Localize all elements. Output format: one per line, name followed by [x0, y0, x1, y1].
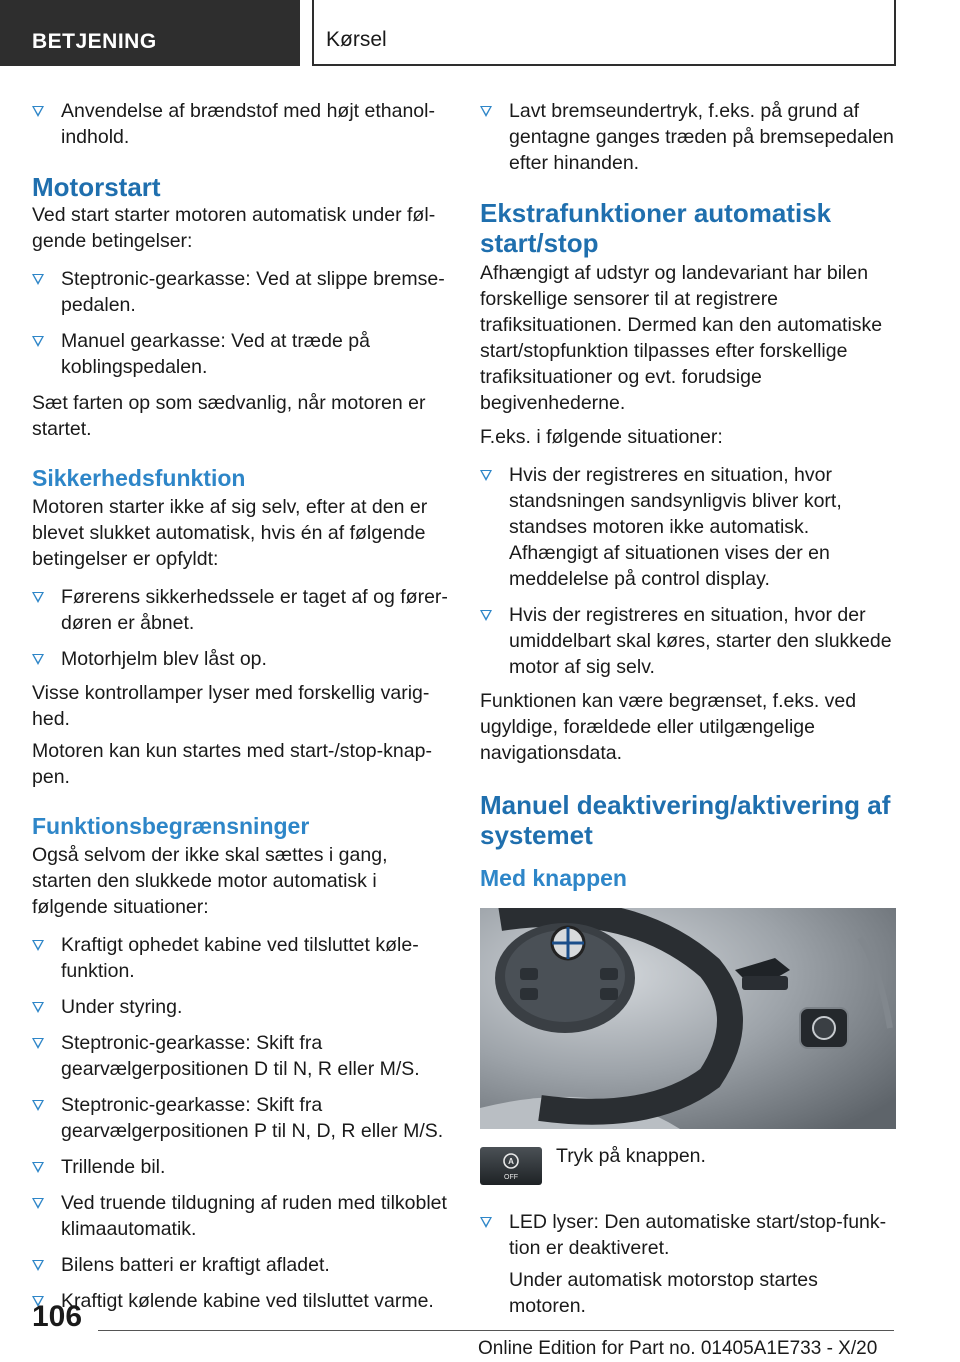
paragraph: Tryk på knappen. [556, 1145, 706, 1167]
triangle-bullet-icon [32, 654, 44, 665]
list-item: Førerens sikkerhedssele er taget af og førerdøren er åbnet. [32, 584, 448, 636]
page-number: 106 [32, 1300, 83, 1333]
left-column [32, 98, 448, 1314]
triangle-bullet-icon [480, 470, 492, 481]
edition-text: Online Edition for Part no. 01405A1E733 - X/20 [478, 1338, 878, 1359]
button-instruction [480, 1147, 896, 1187]
list-item: Kraftigt ophedet kabine ved tilsluttet kølefunktion. [32, 932, 448, 984]
section-tab [0, 0, 300, 66]
steering-wheel-photo [480, 908, 896, 1129]
list-item: Lavt bremseundertryk, f.eks. på grund af gentagne ganges træden på bremsepedalen efter hinanden. [480, 98, 896, 176]
list-item: LED lyser: Den automatiske start/stop-funktion er deaktiveret. Under automatisk motorstop startes motoren. [480, 1209, 896, 1319]
triangle-bullet-icon [32, 1260, 44, 1271]
heading-med-knappen: Med knappen [480, 865, 627, 891]
triangle-bullet-icon [32, 592, 44, 603]
triangle-bullet-icon [32, 274, 44, 285]
paragraph: Ved start starter motoren automatisk under følgende betingelser: [32, 204, 436, 252]
chapter-label: Kørsel [326, 28, 387, 51]
triangle-bullet-icon [32, 1198, 44, 1209]
bullet-list [480, 98, 896, 176]
heading-motorstart: Motorstart [32, 172, 161, 202]
triangle-bullet-icon [480, 610, 492, 621]
heading-funktionsbegraensninger: Funktionsbegrænsninger [32, 813, 310, 839]
auto-start-stop-button-icon [480, 1147, 542, 1185]
triangle-bullet-icon [32, 1002, 44, 1013]
triangle-bullet-icon [32, 1100, 44, 1111]
list-item: Kraftigt kølende kabine ved tilsluttet varme. [32, 1288, 448, 1314]
list-item: Under styring. [32, 994, 448, 1020]
list-item: Steptronic-gearkasse: Skift fra gearvælgerpositionen P til N, D, R eller M/S. [32, 1092, 448, 1144]
heading-manuel-deaktivering: Manuel deaktivering/aktivering af systemet [480, 790, 891, 850]
triangle-bullet-icon [32, 1162, 44, 1173]
bullet-list [480, 462, 896, 680]
list-item: Motorhjelm blev låst op. [32, 646, 448, 672]
section-label: BETJENING [32, 30, 157, 53]
paragraph: F.eks. i følgende situationer: [480, 426, 723, 448]
bullet-list [32, 584, 448, 672]
paragraph: Funktionen kan være begrænset, f.eks. ved ugyldige, forældede eller utilgængelige navigationsdata. [480, 690, 857, 764]
list-item: Bilens batteri er kraftigt afladet. [32, 1252, 448, 1278]
triangle-bullet-icon [480, 106, 492, 117]
list-item: Hvis der registreres en situation, hvor standsningen sandsynligvis bliver kort, standses motoren ikke automatisk. Afhængigt af situationen vises der en meddelelse på control display. [480, 462, 896, 592]
svg-text:A: A [508, 1157, 514, 1166]
chapter-tab [312, 0, 896, 66]
bullet-list [32, 266, 448, 380]
triangle-bullet-icon [480, 1217, 492, 1228]
paragraph: Visse kontrollamper lyser med forskellig varighed. [32, 682, 430, 730]
page-header [0, 0, 960, 66]
list-item: Steptronic-gearkasse: Ved at slippe bremsepedalen. [32, 266, 448, 318]
bullet-list [32, 98, 448, 150]
list-item: Ved truende tildugning af ruden med tilkoblet klimaautomatik. [32, 1190, 448, 1242]
list-item: Trillende bil. [32, 1154, 448, 1180]
steering-wheel-illustration [480, 908, 896, 1129]
list-item: Anvendelse af brændstof med højt ethanolindhold. [32, 98, 448, 150]
paragraph: Afhængigt af udstyr og landevariant har bilen forskellige sensorer til at registrere trafiksituationen. Dermed kan den automatiske start/stopfunktion tilpasses efter forskellige trafiksituationer og evt. forudsige begivenhederne. [480, 262, 883, 414]
triangle-bullet-icon [32, 106, 44, 117]
heading-ekstrafunktioner: Ekstrafunktioner automatisk start/stop [480, 198, 832, 258]
list-item: Hvis der registreres en situation, hvor der umiddelbart skal køres, starter den slukkede motor af sig selv. [480, 602, 896, 680]
bullet-list [32, 932, 448, 1314]
heading-sikkerhedsfunktion: Sikkerhedsfunktion [32, 465, 246, 491]
footer-divider [98, 1330, 894, 1331]
bullet-list [480, 1209, 896, 1319]
button-off-label: OFF [504, 1174, 518, 1181]
paragraph: Sæt farten op som sædvanlig, når motoren er startet. [32, 392, 426, 440]
triangle-bullet-icon [32, 1038, 44, 1049]
list-item: Steptronic-gearkasse: Skift fra gearvælgerpositionen D til N, R eller M/S. [32, 1030, 448, 1082]
triangle-bullet-icon [32, 940, 44, 951]
paragraph: Motoren kan kun startes med start-/stop-knappen. [32, 740, 432, 788]
paragraph: Også selvom der ikke skal sættes i gang, starten den slukkede motor automatisk i følgende situationer: [32, 844, 388, 918]
right-column [480, 98, 896, 1319]
triangle-bullet-icon [32, 336, 44, 347]
paragraph: Motoren starter ikke af sig selv, efter at den er blevet slukket automatisk, hvis én af følgende betingelser er opfyldt: [32, 496, 428, 570]
list-item: Manuel gearkasse: Ved at træde på koblingspedalen. [32, 328, 448, 380]
